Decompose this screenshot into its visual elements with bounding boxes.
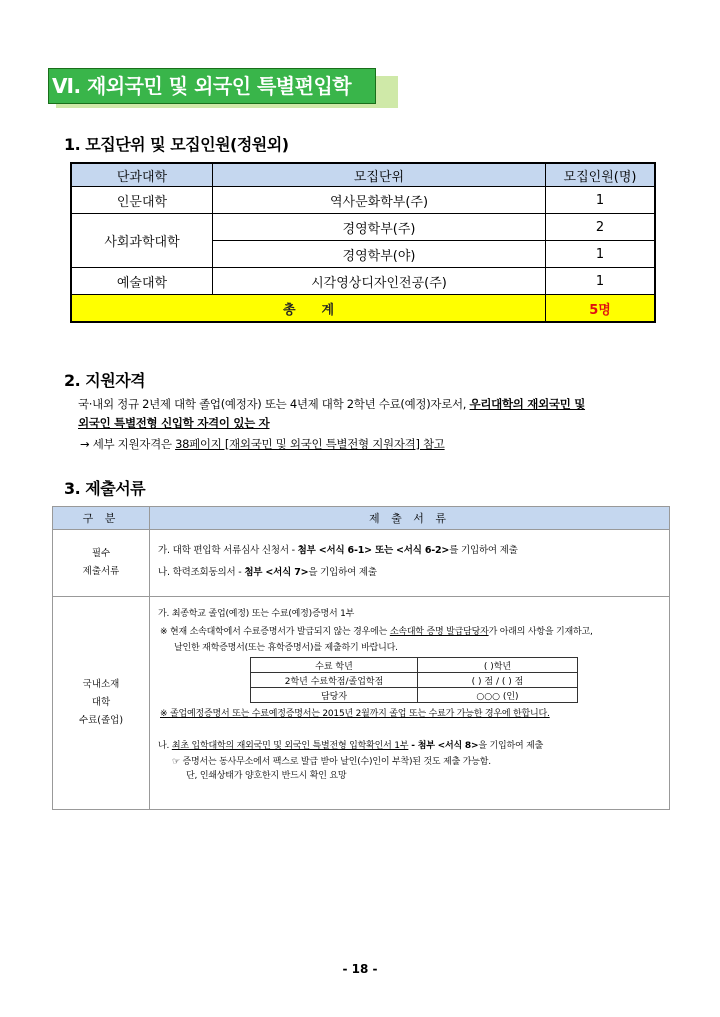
field-label: 담당자 <box>251 688 418 703</box>
note-underline: 소속대학 증명 발급담당자 <box>389 627 489 637</box>
college-cell: 사회과학대학 <box>71 214 213 268</box>
eligibility-ref-link: 38페이지 [재외국민 및 외국인 특별전형 지원자격] 참고 <box>175 437 445 451</box>
item-bold: 첨부 <서식 6-1> 또는 <서식 6-2> <box>297 545 450 556</box>
domestic-item-b-note1: ☞ 증명서는 동사무소에서 팩스로 발급 받아 날인(수)인이 부착)된 것도 제출 가능함. <box>172 757 491 767</box>
domestic-item-b-note2: 단, 인쇄상태가 양호한지 반드시 확인 요망 <box>186 771 347 781</box>
unit-cell: 역사문화학부(주) <box>213 187 546 214</box>
eligibility-line3 <box>80 436 445 452</box>
domestic-item-a: 가. 최종학교 졸업(예정) 또는 수료(예정)증명서 1부 <box>158 609 355 619</box>
field-label: 수료 학년 <box>251 658 418 673</box>
total-label: 총 계 <box>71 295 546 323</box>
field-value: ○○○ (인) <box>418 688 578 703</box>
required-label-line1: 필수 <box>91 548 111 559</box>
unit-cell: 경영학부(주) <box>213 214 546 241</box>
field-label: 2학년 수료학점/졸업학점 <box>251 673 418 688</box>
domestic-label-line3: 수료(졸업) <box>78 715 124 726</box>
field-value: ( ) 점 / ( ) 점 <box>418 673 578 688</box>
domestic-label-line1: 국내소재 <box>82 679 120 690</box>
item-text: 나. 학력조회동의서 - <box>158 567 245 578</box>
col-college: 단과대학 <box>71 163 213 187</box>
item-text: 을 기입하여 제출 <box>308 567 377 578</box>
certificate-fields-table <box>250 657 578 703</box>
col-count: 모집인원(명) <box>546 163 656 187</box>
eligibility-emphasis: 우리대학의 재외국민 및 <box>469 397 586 411</box>
total-value: 5명 <box>546 295 656 323</box>
college-cell: 인문대학 <box>71 187 213 214</box>
note-text: 가 아래의 사항을 기재하고, <box>488 627 593 637</box>
eligibility-line2 <box>78 415 269 431</box>
required-docs <box>150 530 670 597</box>
page-number: - 18 - <box>342 962 378 976</box>
domestic-label <box>53 597 150 810</box>
eligibility-text: 국·내외 정규 2년제 대학 졸업(예정자) 또는 4년제 대학 2학년 수료(예정)자로서, <box>78 397 470 411</box>
college-cell: 예술대학 <box>71 268 213 295</box>
count-cell: 1 <box>546 241 656 268</box>
section2-heading: 2. 지원자격 <box>64 371 146 390</box>
required-label-line2: 제출서류 <box>82 566 120 577</box>
count-cell: 1 <box>546 187 656 214</box>
section3-heading: 3. 제출서류 <box>64 479 146 498</box>
col-unit: 모집단위 <box>213 163 546 187</box>
required-item-b <box>158 564 669 582</box>
required-label <box>53 530 150 597</box>
unit-cell: 시각영상디자인전공(주) <box>213 268 546 295</box>
item-text: 를 기입하여 제출 <box>449 545 518 556</box>
col-documents: 제 출 서 류 <box>150 507 670 530</box>
item-text: 나. <box>158 741 172 751</box>
count-cell: 1 <box>546 268 656 295</box>
col-category: 구 분 <box>53 507 150 530</box>
item-text: 을 기입하여 제출 <box>478 741 544 751</box>
required-item-a <box>158 542 669 560</box>
unit-cell: 경영학부(야) <box>213 241 546 268</box>
eligibility-line1 <box>78 396 585 412</box>
item-text: 가. 대학 편입학 서류심사 신청서 - <box>158 545 298 556</box>
item-bold: - 첨부 <서식 8> <box>408 741 479 751</box>
item-underline: 최초 입학대학의 재외국민 및 외국인 특별전형 입학확인서 1부 <box>171 741 409 751</box>
item-bold: 첨부 <서식 7> <box>244 567 309 578</box>
count-cell: 2 <box>546 214 656 241</box>
domestic-docs <box>150 597 670 810</box>
quota-table <box>70 162 656 323</box>
domestic-note2: 날인한 재학증명서(또는 휴학증명서)를 제출하기 바랍니다. <box>174 643 398 653</box>
documents-table <box>52 506 670 810</box>
eligibility-ref-text: → 세부 지원자격은 <box>80 437 176 451</box>
eligibility-emphasis: 외국인 특별전형 신입학 자격이 있는 자 <box>78 416 270 430</box>
section1-heading: 1. 모집단위 및 모집인원(정원외) <box>64 135 289 154</box>
domestic-note3: ※ 졸업예정증명서 또는 수료예정증명서는 2015년 2월까지 졸업 또는 수료가 가능한 경우에 한합니다. <box>160 709 550 719</box>
page-title: Ⅵ. 재외국민 및 외국인 특별편입학 <box>52 74 352 98</box>
field-value: ( )학년 <box>418 658 578 673</box>
domestic-label-line2: 대학 <box>91 697 111 708</box>
note-text: ※ 현재 소속대학에서 수료증명서가 발급되지 않는 경우에는 <box>160 627 390 637</box>
